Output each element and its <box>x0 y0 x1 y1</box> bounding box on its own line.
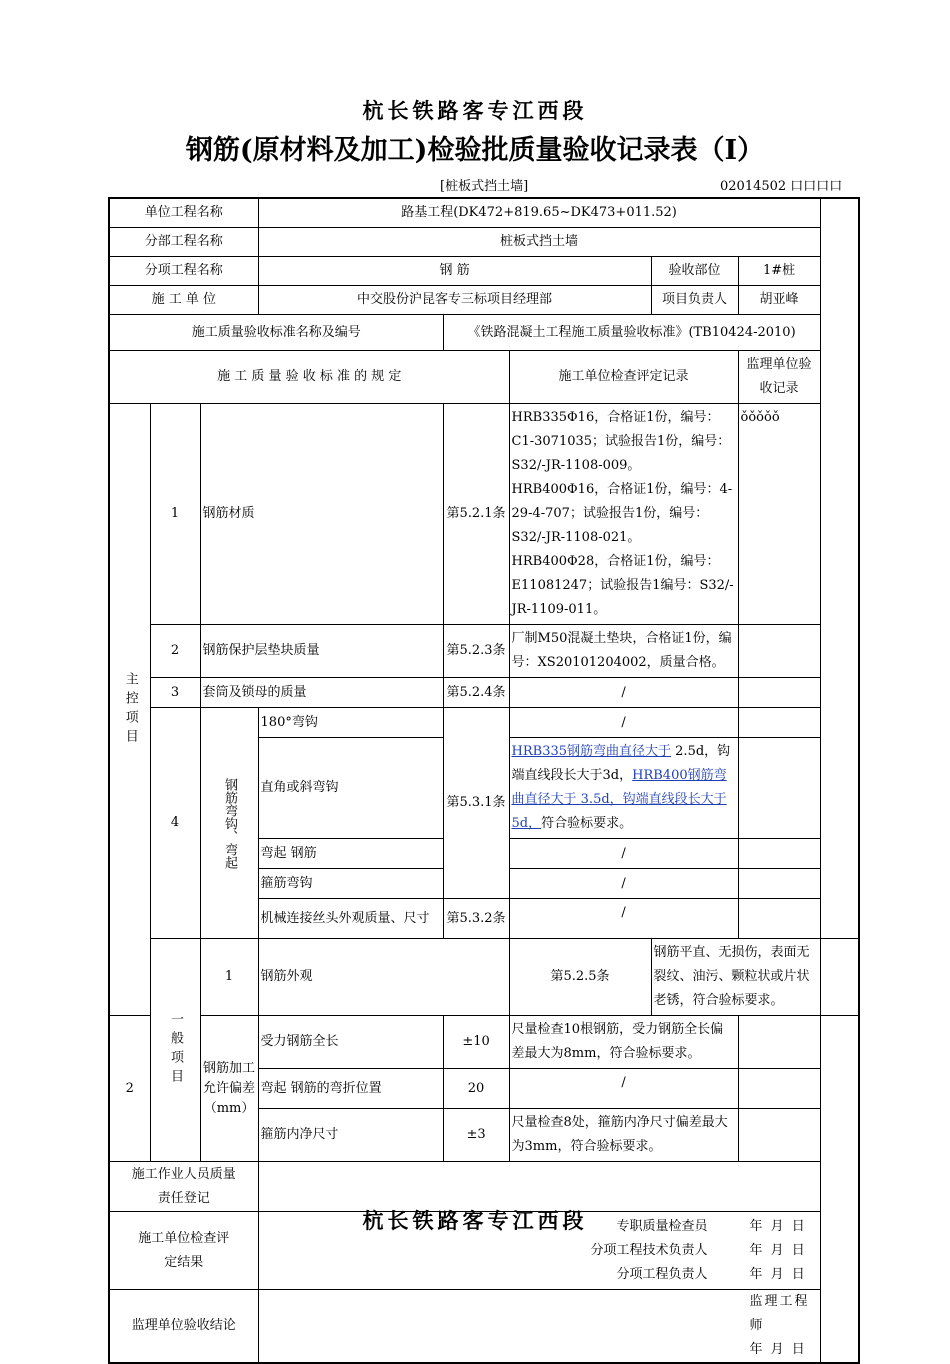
mc-item-clause: 第5.3.2条 <box>443 899 509 939</box>
general-label: 一般项目 <box>168 1012 183 1088</box>
role-quality-inspector: 专职质量检查员 <box>616 1218 708 1234</box>
gen-item-supervision <box>738 1069 820 1109</box>
sign-date: 年 月 日 <box>749 1218 807 1234</box>
mc-item-supervision <box>738 678 820 708</box>
gen-sub-tol: 20 <box>443 1069 509 1109</box>
supervision-conclusion-value <box>258 1290 820 1364</box>
supervision-conclusion-label: 监理单位验收结论 <box>109 1290 258 1364</box>
workers-label: 施工作业人员质量责任登记 <box>109 1162 258 1212</box>
construction-unit-label: 施 工 单 位 <box>109 286 258 315</box>
mc-item-supervision <box>738 899 820 939</box>
mc-item-supervision: ǒǒǒǒǒ <box>738 404 820 625</box>
mc-item-supervision <box>738 839 820 869</box>
gen-sub-record: 尺量检查10根钢筋，受力钢筋全长偏差最大为8mm，符合验标要求。 <box>509 1016 738 1069</box>
unit-project-value: 路基工程(DK472+819.65~DK473+011.52) <box>258 198 820 228</box>
header-title-2: 钢筋(原材料及加工)检验批质量验收记录表（Ⅰ） <box>185 135 765 166</box>
record-text: 2.5d，钩端直线段长大于3d， <box>511 744 731 783</box>
mc-item-clause: 第5.2.4条 <box>443 678 509 708</box>
role-subitem-lead: 分项工程负责人 <box>616 1266 708 1282</box>
gen-item-name: 钢筋外观 <box>258 939 509 1016</box>
gen-item-group: 钢筋加工允许偏差（mm） <box>200 1016 258 1162</box>
mc-item-name: 套筒及锁母的质量 <box>200 678 443 708</box>
workers-value <box>258 1162 820 1212</box>
mc-item-supervision <box>738 738 820 839</box>
gen-item-no: 2 <box>109 1016 150 1162</box>
gen-sub-tol: ±3 <box>443 1109 509 1162</box>
header-title-1: 杭长铁路客专江西段 <box>362 98 588 123</box>
main-control-group <box>109 404 150 1016</box>
record-link[interactable]: HRB400钢筋弯曲直径大于 3.5d，钩端直线段长大于5d， <box>511 768 727 831</box>
gen-item-supervision <box>738 1016 820 1069</box>
mc-sub-name: 箍筋弯钩 <box>258 869 443 899</box>
mc-item-no: 3 <box>150 678 200 708</box>
mc-item-no: 4 <box>150 708 200 939</box>
gen-item-supervision <box>738 1109 820 1162</box>
unit-project-label: 单位工程名称 <box>109 198 258 228</box>
mc-item-no: 1 <box>150 404 200 625</box>
mc-item-group <box>200 708 258 939</box>
record-text: 符合验标要求。 <box>541 816 633 831</box>
record-link[interactable]: HRB335钢筋弯曲直径大于 <box>511 744 672 759</box>
sign-date: 年 月 日 <box>749 1266 807 1282</box>
supervision-header: 监理单位验收记录 <box>738 351 820 404</box>
mc-sub-name: 弯起 钢筋 <box>258 839 443 869</box>
main-control-label: 主控项目 <box>122 671 138 748</box>
mc-item-clause: 第5.2.3条 <box>443 625 509 678</box>
form-code: 02014502 口口口口 <box>720 179 843 194</box>
manager-label: 项目负责人 <box>651 286 738 315</box>
gen-sub-record: / <box>509 1069 738 1109</box>
signature-line <box>259 1290 820 1338</box>
manager-value: 胡亚峰 <box>738 286 820 315</box>
mc-item-no: 2 <box>150 625 200 678</box>
mc-item-clause: 第5.3.1条 <box>443 708 509 899</box>
mc-item-name: 钢筋材质 <box>200 404 443 625</box>
accept-part-label: 验收部位 <box>651 257 738 286</box>
mc-sub-record <box>509 738 738 839</box>
gen-sub-tol: ±10 <box>443 1016 509 1069</box>
gen-sub-name: 弯起 钢筋的弯折位置 <box>258 1069 443 1109</box>
general-group <box>150 939 200 1162</box>
footer-title: 杭长铁路客专江西段 <box>362 1208 588 1233</box>
spec-header: 施 工 质 量 验 收 标 准 的 规 定 <box>109 351 509 404</box>
mc-item-record: / <box>509 899 738 939</box>
mc-sub-name: 直角或斜弯钩 <box>258 738 443 839</box>
gen-item-clause: 第5.2.5条 <box>509 939 651 1016</box>
mc-sub-record: / <box>509 708 738 738</box>
mc-item-record: 厂制M50混凝土垫块，合格证1份，编号：XS20101204002，质量合格。 <box>509 625 738 678</box>
inspection-table <box>108 197 860 1364</box>
mc-item-supervision <box>738 869 820 899</box>
construction-unit-value: 中交股份沪昆客专三标项目经理部 <box>258 286 651 315</box>
mc-item-name: 钢筋保护层垫块质量 <box>200 625 443 678</box>
mc-sub-name: 180°弯钩 <box>258 708 443 738</box>
role-tech-lead: 分项工程技术负责人 <box>590 1242 708 1258</box>
record-header: 施工单位检查评定记录 <box>509 351 738 404</box>
mc-item-record: HRB335Φ16，合格证1份，编号：C1-3071035；试验报告1份，编号：S32/-JR-1108-009。HRB400Φ16，合格证1份，编号：4-29-4-707；试验报告1份，编号：S32/-JR-1108-021。HRB400Φ28，合格证1份，编号：E11081247；试验报告1编号：S32/-JR-1109-011。 <box>509 404 738 625</box>
mc-sub-record: / <box>509 869 738 899</box>
sign-date: 年 月 日 <box>749 1242 807 1258</box>
subitem-value: 钢 筋 <box>258 257 651 286</box>
standard-label: 施工质量验收标准名称及编号 <box>109 315 443 351</box>
sign-date: 年 月 日 <box>749 1342 807 1357</box>
subitem-label: 分项工程名称 <box>109 257 258 286</box>
bend-group-label: 钢筋弯钩、弯起 <box>222 777 238 869</box>
gen-sub-name: 受力钢筋全长 <box>258 1016 443 1069</box>
gen-sub-record: 尺量检查8处，箍筋内净尺寸偏差最大为3mm，符合验标要求。 <box>509 1109 738 1162</box>
gen-item-no: 1 <box>200 939 258 1016</box>
signature-line <box>259 1239 820 1263</box>
mc-item-name: 机械连接丝头外观质量、尺寸 <box>258 899 443 939</box>
subtitle: [桩板式挡土墙] <box>440 179 529 194</box>
mc-item-record: / <box>509 678 738 708</box>
supervising-engineer: 监理工程师 <box>749 1294 810 1333</box>
mc-sub-record: / <box>509 839 738 869</box>
division-value: 桩板式挡土墙 <box>258 228 820 257</box>
mc-item-supervision <box>738 625 820 678</box>
gen-item-record: 钢筋平直、无损伤，表面无裂纹、油污、颗粒状或片状老锈，符合验标要求。 <box>651 939 820 1016</box>
gen-sub-name: 箍筋内净尺寸 <box>258 1109 443 1162</box>
mc-item-clause: 第5.2.1条 <box>443 404 509 625</box>
signature-line <box>259 1338 820 1362</box>
accept-part-value: 1#桩 <box>738 257 820 286</box>
standard-value: 《铁路混凝土工程施工质量验收标准》(TB10424-2010) <box>443 315 820 351</box>
mc-item-supervision <box>738 708 820 738</box>
unit-check-label: 施工单位检查评定结果 <box>109 1212 258 1290</box>
signature-line <box>259 1263 820 1287</box>
gen-item-supervision <box>820 939 859 1016</box>
division-label: 分部工程名称 <box>109 228 258 257</box>
